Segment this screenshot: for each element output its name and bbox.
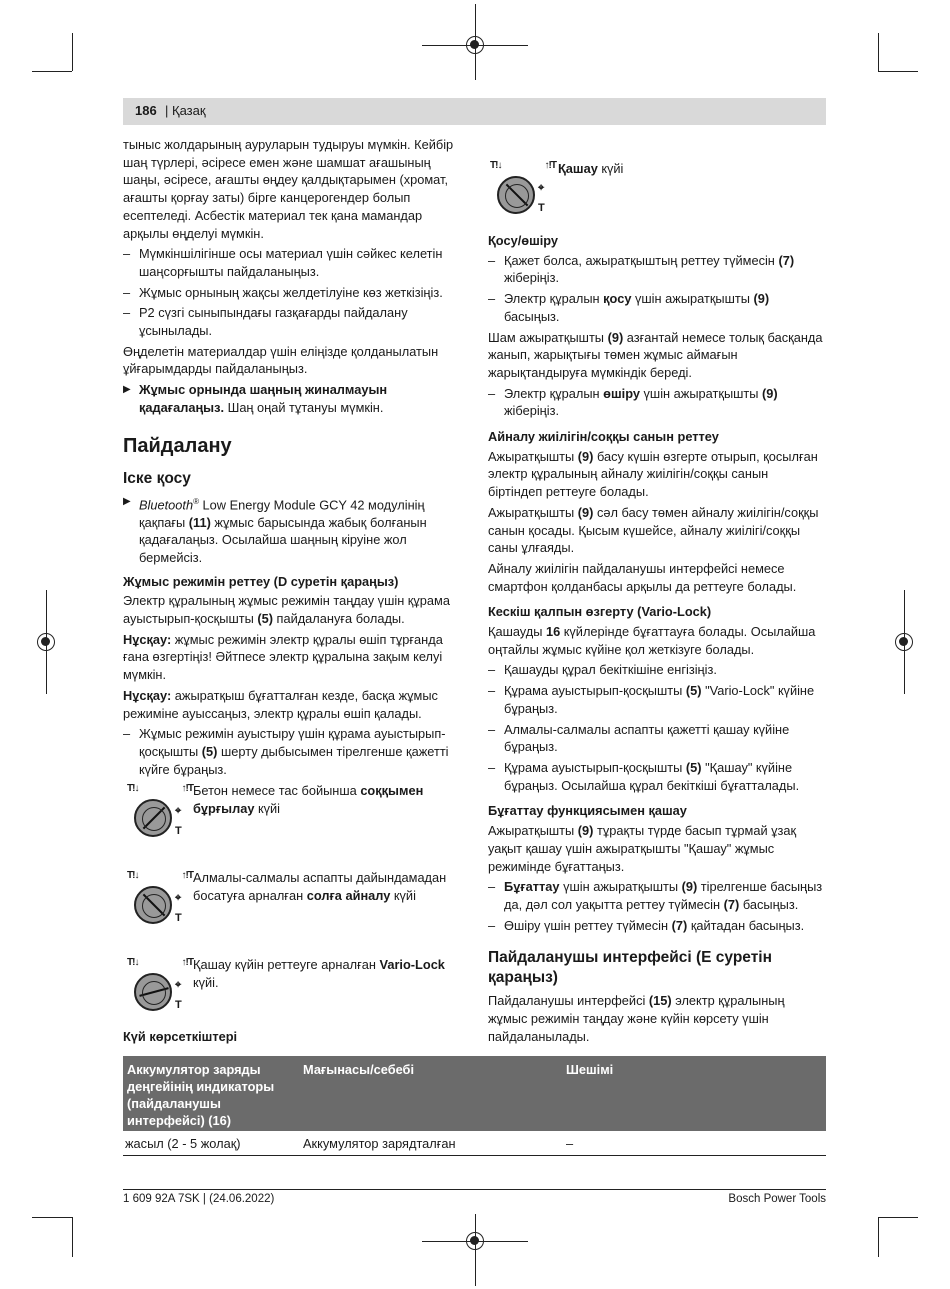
language-label: Қазақ bbox=[172, 103, 206, 118]
list-item: – Құрама ауыстырып-қосқышты (5) "Vario-Lock" күйіне бұраңыз. bbox=[488, 682, 826, 717]
left-column bbox=[123, 136, 463, 781]
bluetooth-warning: ▶ Bluetooth® Low Energy Module GCY 42 модулінің қақпағы (11) жұмыс барысында жабық болғанын қадағалаңыз. Осылайша шаңның кіруіне жол бермейсіз. bbox=[123, 493, 463, 567]
subheading-speed: Айналу жиілігін/соққы санын реттеу bbox=[488, 429, 719, 445]
crop-mark bbox=[72, 1217, 73, 1257]
mode-text-vario-lock: Қашау күйін реттеуге арналған Vario-Lock күйі. bbox=[193, 957, 445, 990]
table-header-cell: Аккумулятор заряды деңгейінің индикаторы (пайдаланушы интерфейсі) (16) bbox=[127, 1062, 275, 1128]
table-cell: – bbox=[566, 1136, 574, 1151]
warning-item: ▶ Жұмыс орнында шаңның жиналмауын қадағалаңыз. Шаң оңай тұтануы мүмкін. bbox=[123, 381, 463, 416]
status-table bbox=[123, 1056, 826, 1156]
table-cell: Аккумулятор зарядталған bbox=[303, 1136, 456, 1151]
page-number: 186 bbox=[135, 103, 157, 118]
paragraph: Ажыратқышты (9) тұрақты түрде басып тұрмай ұзақ уақыт қашау үшін ажыратқышты "Қашау" жұмыс режимінде бұғаттаңыз. bbox=[488, 823, 797, 874]
crop-mark bbox=[878, 1217, 879, 1257]
subheading-lock: Бұғаттау функциясымен қашау bbox=[488, 803, 687, 819]
crop-mark bbox=[32, 1217, 72, 1218]
paragraph: Шам ажыратқышты (9) азғантай немесе толық басқанда жанып, жарықтығы төмен жұмыс аймағын жарықтандыруға мүмкіндік береді. bbox=[488, 329, 823, 380]
table-caption: Күй көрсеткіштері bbox=[123, 1029, 238, 1044]
list-item: – Мүмкіншілігінше осы материал үшін сәйкес келетін шаңсорғышты пайдаланыңыз. bbox=[123, 245, 463, 280]
list-item: – Қашауды құрал бекіткішіне енгізіңіз. bbox=[488, 661, 826, 679]
table-header-row bbox=[123, 1056, 826, 1131]
list-item: – Алмалы-салмалы аспапты қажетті қашау күйіне бұраңыз. bbox=[488, 721, 826, 756]
section-heading-start: Іске қосу bbox=[123, 469, 191, 487]
note-paragraph: Нұсқау: жұмыс режимін электр құралы өшіп тұрғанда ғана өзгертіңіз! Әйтпесе электр құралына зақым келуі мүмкін. bbox=[123, 631, 443, 683]
list-item: – Бұғаттау үшін ажыратқышты (9) тірелгенше басыңыз да, дәл сол уақытта реттеу түймесін (7) басыңыз. bbox=[488, 878, 826, 913]
page-header bbox=[123, 98, 826, 125]
mode-dial-vario-lock: T!↓ ↑!T ⌖ T bbox=[127, 957, 193, 1011]
crop-mark bbox=[32, 71, 72, 72]
right-column bbox=[488, 232, 826, 1048]
section-heading-ui: Пайдаланушы интерфейсі (E суретін қараңыз) bbox=[488, 949, 772, 987]
list-item: – Жұмыс орнының жақсы желдетілуіне көз жеткізіңіз. bbox=[123, 284, 463, 302]
mode-dial-reverse: T!↓ ↑!T ⌖ T bbox=[127, 870, 193, 924]
list-item: – P2 сүзгі сыныпындағы газқағарды пайдалану ұсынылады. bbox=[123, 304, 463, 339]
table-row bbox=[123, 1131, 826, 1156]
table-header-cell: Шешімі bbox=[566, 1062, 614, 1077]
note-paragraph: Нұсқау: ажыратқыш бұғатталған кезде, басқа жұмыс режиміне ауыссаңыз, электр құралы өшіп қалады. bbox=[123, 687, 438, 721]
page-language: | Қазақ bbox=[165, 103, 206, 118]
table-header-cell: Мағынасы/себебі bbox=[303, 1062, 415, 1077]
paragraph: Айналу жиілігін пайдаланушы интерфейсі немесе смартфон қолданбасы арқылы да реттеуге болады. bbox=[488, 560, 797, 594]
paragraph: Ажыратқышты (9) сәл басу төмен айналу жиілігін/соққы санын қосады. Қысым күшейсе, айналу жиілігі/соққы саны ұлғаяды. bbox=[488, 504, 819, 556]
registration-target-icon bbox=[466, 36, 484, 54]
subheading-onoff: Қосу/өшіру bbox=[488, 233, 559, 248]
paragraph: Ажыратқышты (9) басу күшін өзгерте отырып, қосылған электр құралының айналу жиілігін/соққы санын біртіндеп реттеуге болады. bbox=[488, 448, 818, 500]
table-cell: жасыл (2 - 5 жолақ) bbox=[125, 1136, 241, 1151]
paragraph: Өңделетін материалдар үшін еліңізде қолданылатын ұйғарымдарды пайдаланыңыз. bbox=[123, 343, 439, 377]
crop-mark bbox=[878, 71, 918, 72]
footer-brand: Bosch Power Tools bbox=[728, 1193, 826, 1205]
list-item: – Жұмыс режимін ауыстыру үшін құрама ауыстырып-қосқышты (5) шерту дыбысымен тірелгенше қажетті күйге бұраңыз. bbox=[123, 725, 463, 778]
registration-target-icon bbox=[895, 633, 913, 651]
subheading-mode: Жұмыс режимін реттеу (D суретін қараңыз) bbox=[123, 573, 399, 589]
list-item: – Қажет болса, ажыратқыштың реттеу түймесін (7) жіберіңіз. bbox=[488, 252, 826, 287]
list-item: – Электр құралын қосу үшін ажыратқышты (9) басыңыз. bbox=[488, 290, 826, 325]
registration-line bbox=[475, 1214, 476, 1286]
crop-mark bbox=[878, 1217, 918, 1218]
list-item: – Құрама ауыстырып-қосқышты (5) "Қашау" күйіне бұраңыз. Осылайша құрал бекіткіші бұғатталады. bbox=[488, 759, 826, 794]
section-heading-usage: Пайдалану bbox=[123, 434, 232, 457]
mode-text-reverse: Алмалы-салмалы аспапты дайындамадан босатуға арналған солға айналу күйі bbox=[193, 870, 447, 903]
mode-text-hammer-drill: Бетон немесе тас бойынша соққымен бұрғылау күйі bbox=[193, 783, 424, 816]
crop-mark bbox=[878, 33, 879, 71]
mode-dial-hammer-drill: T!↓ ↑!T ⌖ T bbox=[127, 783, 193, 837]
page-footer bbox=[123, 1189, 826, 1205]
registration-target-icon bbox=[37, 633, 55, 651]
footer-doc-id: 1 609 92A 7SK | (24.06.2022) bbox=[123, 1193, 275, 1205]
list-item: – Өшіру үшін реттеу түймесін (7) қайтадан басыңыз. bbox=[488, 917, 826, 935]
crop-mark bbox=[72, 33, 73, 71]
paragraph: Пайдаланушы интерфейсі (15) электр құралының жұмыс режимін таңдау және күйін көрсету үшін пайдаланылады. bbox=[488, 993, 785, 1044]
mode-text-chisel: Қашау күйі bbox=[558, 161, 624, 176]
paragraph: Электр құралының жұмыс режимін таңдау үшін құрама ауыстырып-қосқышты (5) пайдалануға болады. bbox=[123, 593, 450, 627]
mode-dial-chisel: T!↓ ↑!T ⌖ T bbox=[490, 160, 556, 214]
subheading-vario-lock: Кескіш қалпын өзгерту (Vario-Lock) bbox=[488, 604, 712, 620]
intro-paragraph: тыныс жолдарының ауруларын тудыруы мүмкін. Кейбір шаң түрлері, әсіресе емен және шамшат ағашының шаңы, әсіресе, ағашты өңдеу қалдықтарымен (хромат, ағашты қорғау заты) бірге канцерогендер болып есептеледі. Асбестік материал тек қана мамандар арқылы өңделуі мүмкін. bbox=[123, 137, 454, 241]
registration-target-icon bbox=[466, 1232, 484, 1250]
list-item: – Электр құралын өшіру үшін ажыратқышты (9) жіберіңіз. bbox=[488, 385, 826, 420]
paragraph: Қашауды 16 күйлерінде бұғаттауға болады. Осылайша оңтайлы жұмыс күйіне қол жеткізуге болады. bbox=[488, 624, 816, 657]
